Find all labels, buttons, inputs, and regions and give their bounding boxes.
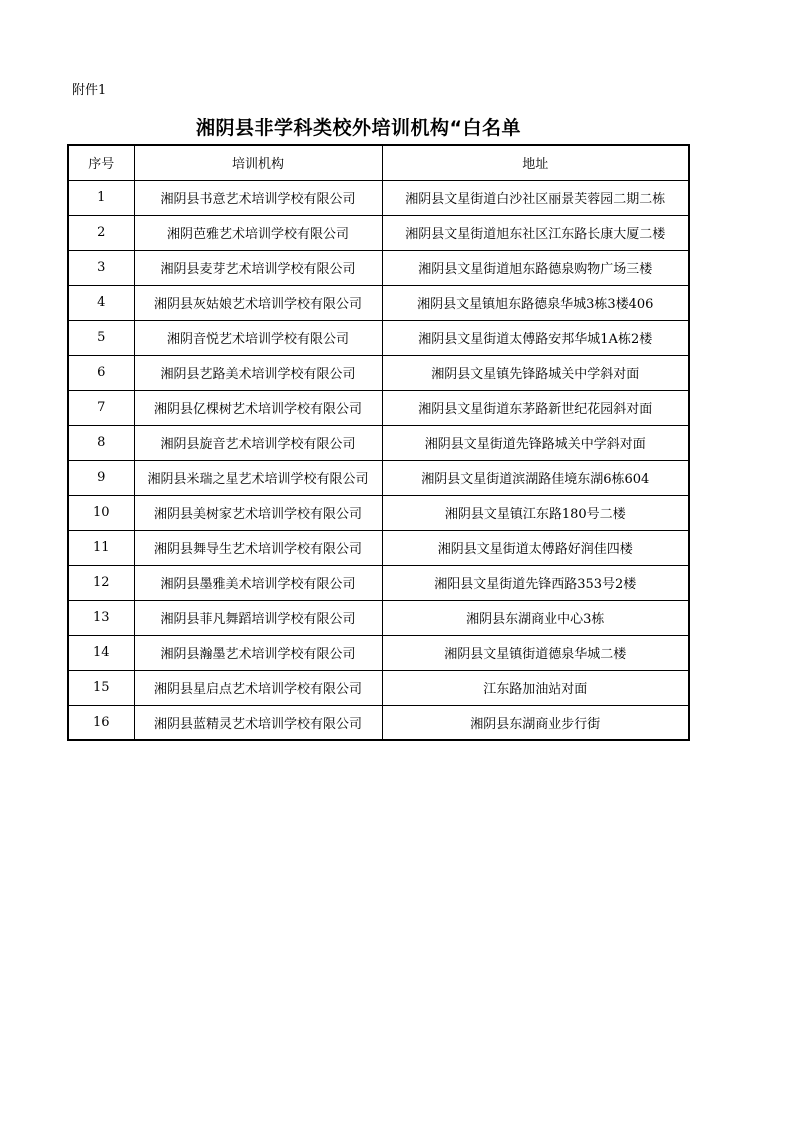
- serial-number-cell: 11: [68, 530, 134, 565]
- institution-cell: 湘阴县米瑞之星艺术培训学校有限公司: [134, 460, 382, 495]
- institution-cell: 湘阴县墨雅美术培训学校有限公司: [134, 565, 382, 600]
- institution-cell: 湘阴县瀚墨艺术培训学校有限公司: [134, 635, 382, 670]
- address-cell: 湘阴县文星镇旭东路德泉华城3栋3楼406: [382, 285, 689, 320]
- table-row: [68, 215, 689, 250]
- serial-number-cell: 8: [68, 425, 134, 460]
- serial-number-cell: 13: [68, 600, 134, 635]
- table-row: [68, 460, 689, 495]
- header-serial-number: 序号: [68, 145, 134, 180]
- table-row: [68, 355, 689, 390]
- table-row: [68, 495, 689, 530]
- serial-number-cell: 3: [68, 250, 134, 285]
- address-cell: 湘阴县文星街道滨湖路佳境东湖6栋604: [382, 460, 689, 495]
- address-cell: 湘阴县文星街道东茅路新世纪花园斜对面: [382, 390, 689, 425]
- address-cell: 湘阴县文星街道旭东社区江东路长康大厦二楼: [382, 215, 689, 250]
- institution-cell: 湘阴音悦艺术培训学校有限公司: [134, 320, 382, 355]
- address-cell: 湘阴县东湖商业中心3栋: [382, 600, 689, 635]
- institution-cell: 湘阴县灰姑娘艺术培训学校有限公司: [134, 285, 382, 320]
- serial-number-cell: 12: [68, 565, 134, 600]
- table-row: [68, 565, 689, 600]
- table-row: [68, 705, 689, 740]
- institution-cell: 湘阴芭雅艺术培训学校有限公司: [134, 215, 382, 250]
- institution-cell: 湘阴县蓝精灵艺术培训学校有限公司: [134, 705, 382, 740]
- table-row: [68, 425, 689, 460]
- address-cell: 湘阴县文星街道太傅路安邦华城1A栋2楼: [382, 320, 689, 355]
- address-cell: 湘阴县东湖商业步行街: [382, 705, 689, 740]
- serial-number-cell: 15: [68, 670, 134, 705]
- institution-cell: 湘阴县菲凡舞蹈培训学校有限公司: [134, 600, 382, 635]
- address-cell: 湘阴县文星街道旭东路德泉购物广场三楼: [382, 250, 689, 285]
- serial-number-cell: 1: [68, 180, 134, 215]
- serial-number-cell: 14: [68, 635, 134, 670]
- table-row: [68, 320, 689, 355]
- table-row: [68, 530, 689, 565]
- attachment-label: 附件1: [72, 83, 107, 98]
- table-row: [68, 285, 689, 320]
- serial-number-cell: 4: [68, 285, 134, 320]
- table-row: [68, 180, 689, 215]
- whitelist-table: [67, 144, 690, 741]
- document-title: 湘阴县非学科类校外培训机构“白名单: [196, 117, 521, 139]
- institution-cell: 湘阴县星启点艺术培训学校有限公司: [134, 670, 382, 705]
- address-cell: 江东路加油站对面: [382, 670, 689, 705]
- serial-number-cell: 6: [68, 355, 134, 390]
- address-cell: 湘阴县文星镇江东路180号二楼: [382, 495, 689, 530]
- address-cell: 湘阴县文星街道白沙社区丽景芙蓉园二期二栋: [382, 180, 689, 215]
- institution-cell: 湘阴县麦芽艺术培训学校有限公司: [134, 250, 382, 285]
- institution-cell: 湘阴县美树家艺术培训学校有限公司: [134, 495, 382, 530]
- institution-cell: 湘阴县旋音艺术培训学校有限公司: [134, 425, 382, 460]
- table-row: [68, 670, 689, 705]
- serial-number-cell: 10: [68, 495, 134, 530]
- table-row: [68, 390, 689, 425]
- header-address: 地址: [382, 145, 689, 180]
- header-institution: 培训机构: [134, 145, 382, 180]
- institution-cell: 湘阴县舞导生艺术培训学校有限公司: [134, 530, 382, 565]
- address-cell: 湘阴县文星镇先锋路城关中学斜对面: [382, 355, 689, 390]
- serial-number-cell: 16: [68, 705, 134, 740]
- address-cell: 湘阳县文星街道先锋西路353号2楼: [382, 565, 689, 600]
- address-cell: 湘阴县文星镇街道德泉华城二楼: [382, 635, 689, 670]
- institution-cell: 湘阴县书意艺术培训学校有限公司: [134, 180, 382, 215]
- institution-cell: 湘阴县亿棵树艺术培训学校有限公司: [134, 390, 382, 425]
- serial-number-cell: 5: [68, 320, 134, 355]
- serial-number-cell: 2: [68, 215, 134, 250]
- table-row: [68, 600, 689, 635]
- address-cell: 湘阴县文星街道先锋路城关中学斜对面: [382, 425, 689, 460]
- serial-number-cell: 9: [68, 460, 134, 495]
- table-header-row: [68, 145, 689, 180]
- table-row: [68, 250, 689, 285]
- table-row: [68, 635, 689, 670]
- institution-cell: 湘阴县艺路美术培训学校有限公司: [134, 355, 382, 390]
- address-cell: 湘阴县文星街道太傅路好润佳四楼: [382, 530, 689, 565]
- serial-number-cell: 7: [68, 390, 134, 425]
